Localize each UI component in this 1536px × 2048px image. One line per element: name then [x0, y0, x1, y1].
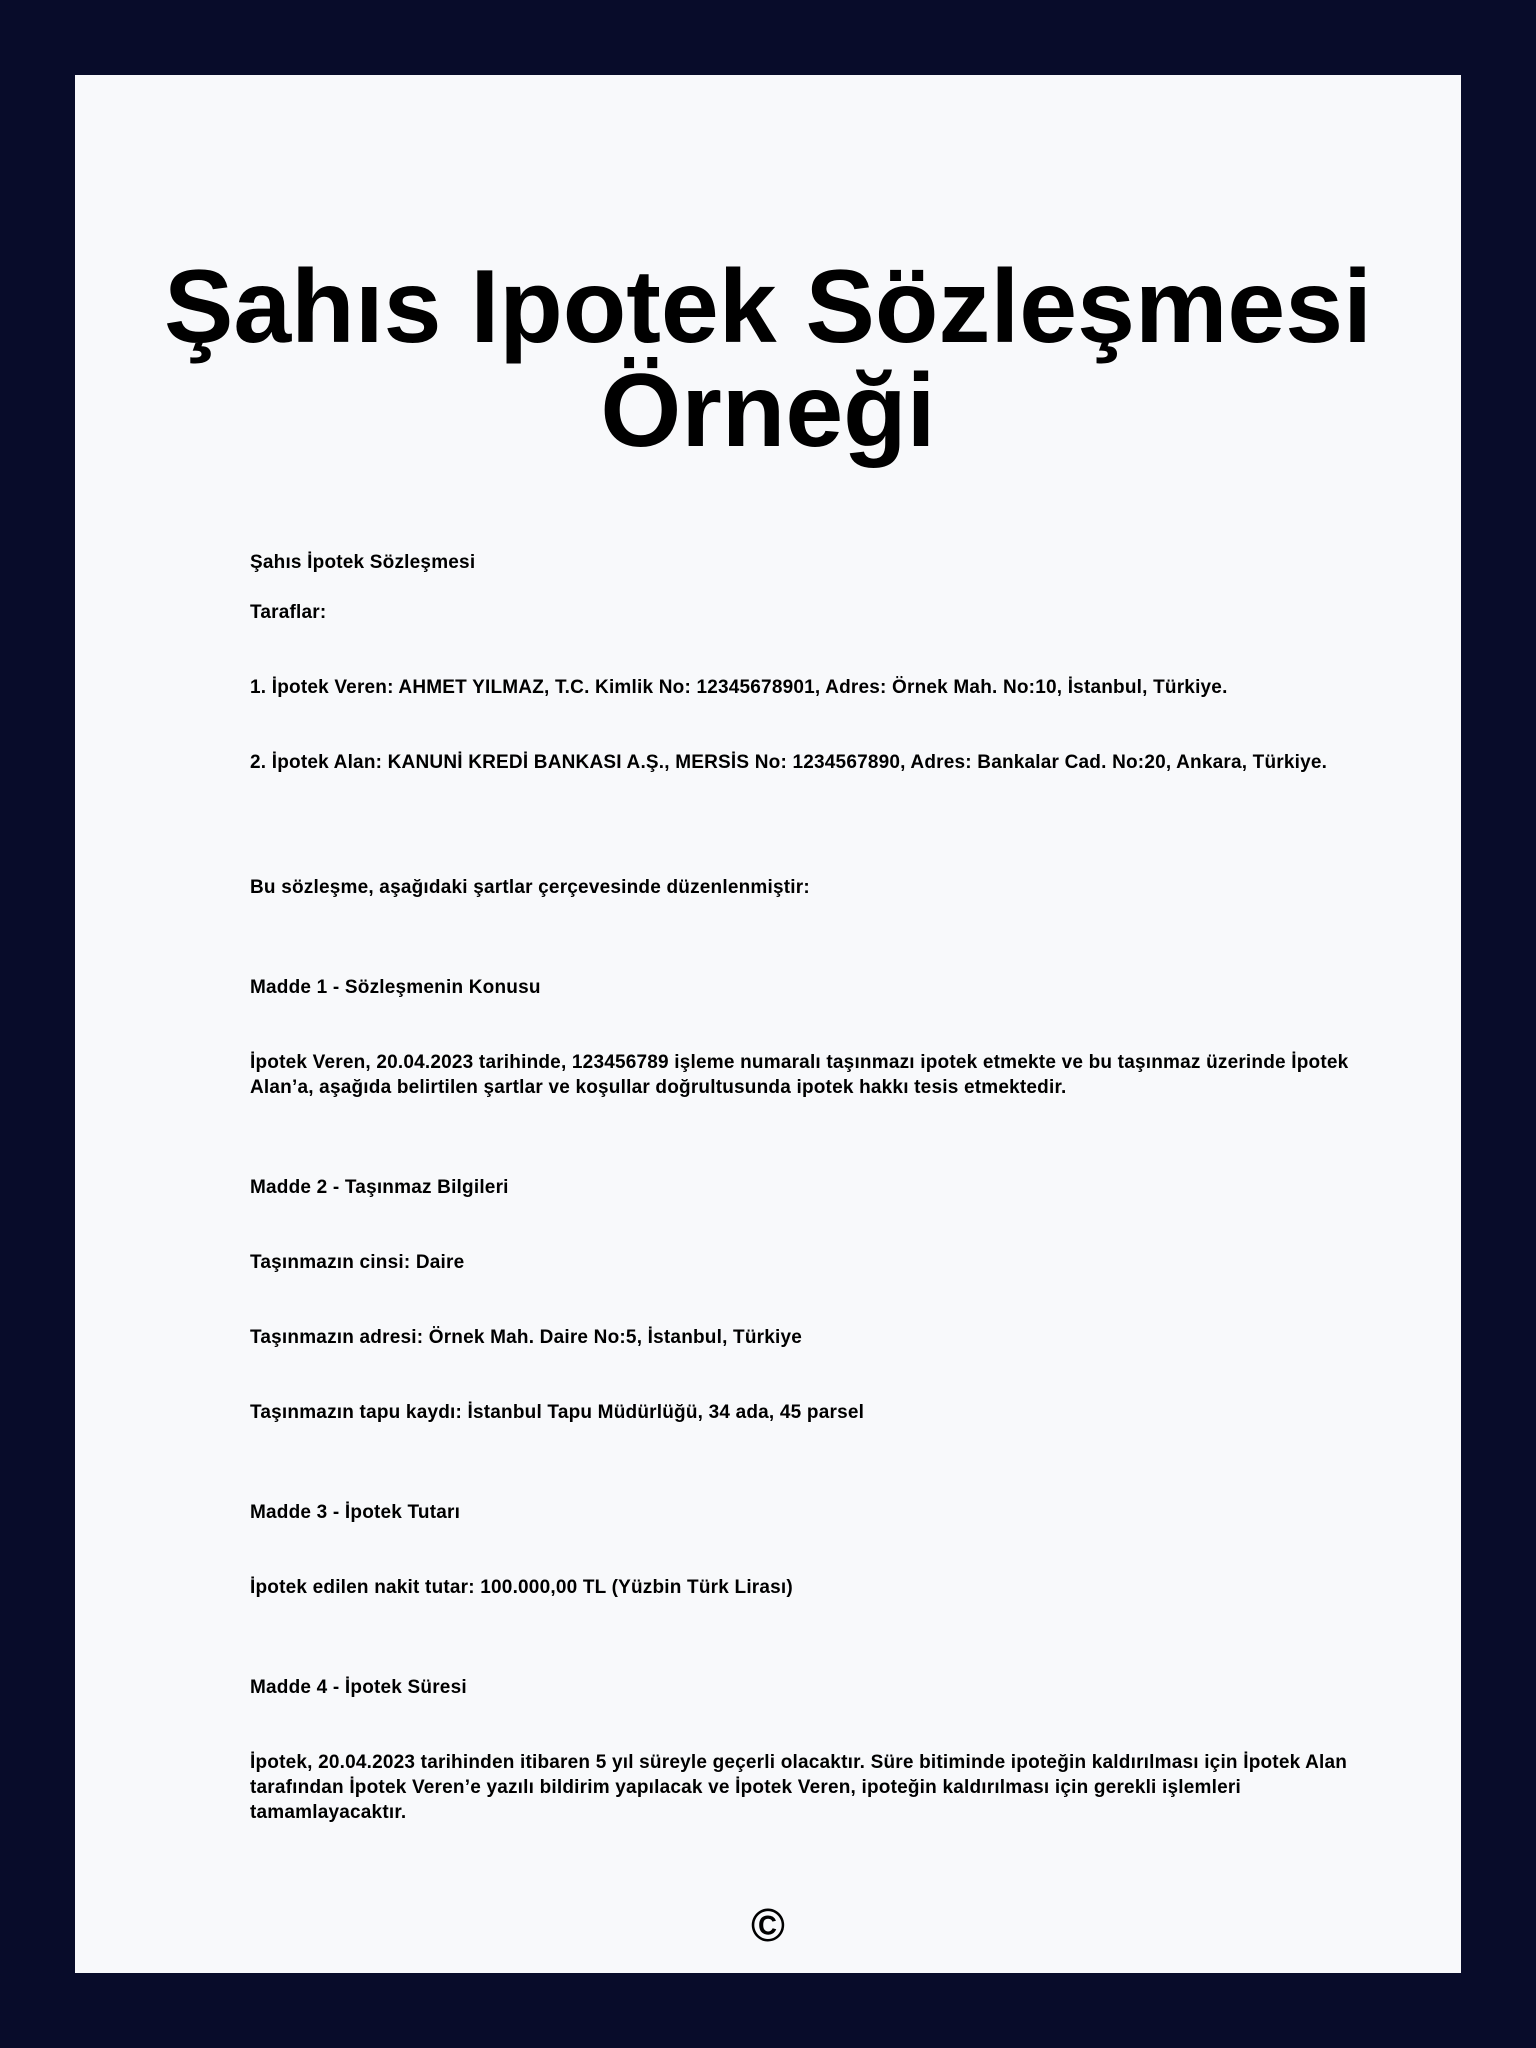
article-2-title: Madde 2 - Taşınmaz Bilgileri: [250, 1177, 509, 1198]
article-3-title: Madde 3 - İpotek Tutarı: [250, 1502, 461, 1523]
copyright-icon: ©: [751, 1899, 785, 1951]
article-1-title: Madde 1 - Sözleşmenin Konusu: [250, 977, 541, 998]
party-2: 2. İpotek Alan: KANUNİ KREDİ BANKASI A.Ş., MERSİS No: 1234567890, Adres: Bankalar Cad. No:20, Ankara, Türkiye.: [250, 752, 1328, 773]
article-4-text: İpotek, 20.04.2023 tarihinden itibaren 5 yıl süreyle geçerli olacaktır. Süre bitiminde ipoteğin kaldırılması için İpotek Alan tarafından İpotek Veren’e yazılı bildirim yapılacak ve İpotek Veren, ipoteğin kaldırılması için gerekli işlemleri tamamlayacaktır.: [250, 1752, 1348, 1823]
document-page: [75, 75, 1461, 1973]
property-deed: Taşınmazın tapu kaydı: İstanbul Tapu Müdürlüğü, 34 ada, 45 parsel: [250, 1402, 865, 1423]
article-1-text: İpotek Veren, 20.04.2023 tarihinde, 123456789 işleme numaralı taşınmazı ipotek etmekte ve bu taşınmaz üzerinde İpotek Alan’a, aşağıda belirtilen şartlar ve koşullar doğrultusunda ipotek hakkı tesis etmektedir.: [250, 1052, 1349, 1098]
property-address: Taşınmazın adresi: Örnek Mah. Daire No:5, İstanbul, Türkiye: [250, 1327, 803, 1348]
property-type: Taşınmazın cinsi: Daire: [250, 1252, 465, 1273]
intro-text: Bu sözleşme, aşağıdaki şartlar çerçevesinde düzenlenmiştir:: [250, 877, 810, 898]
party-1: 1. İpotek Veren: AHMET YILMAZ, T.C. Kimlik No: 12345678901, Adres: Örnek Mah. No:10, İstanbul, Türkiye.: [250, 677, 1228, 698]
contract-heading: Şahıs İpotek Sözleşmesi: [250, 552, 476, 573]
article-4-title: Madde 4 - İpotek Süresi: [250, 1677, 467, 1698]
document-title: Şahıs Ipotek Sözleşmesi Örneği: [163, 249, 1373, 469]
article-3-text: İpotek edilen nakit tutar: 100.000,00 TL (Yüzbin Türk Lirası): [250, 1577, 793, 1598]
parties-label: Taraflar:: [250, 602, 327, 623]
